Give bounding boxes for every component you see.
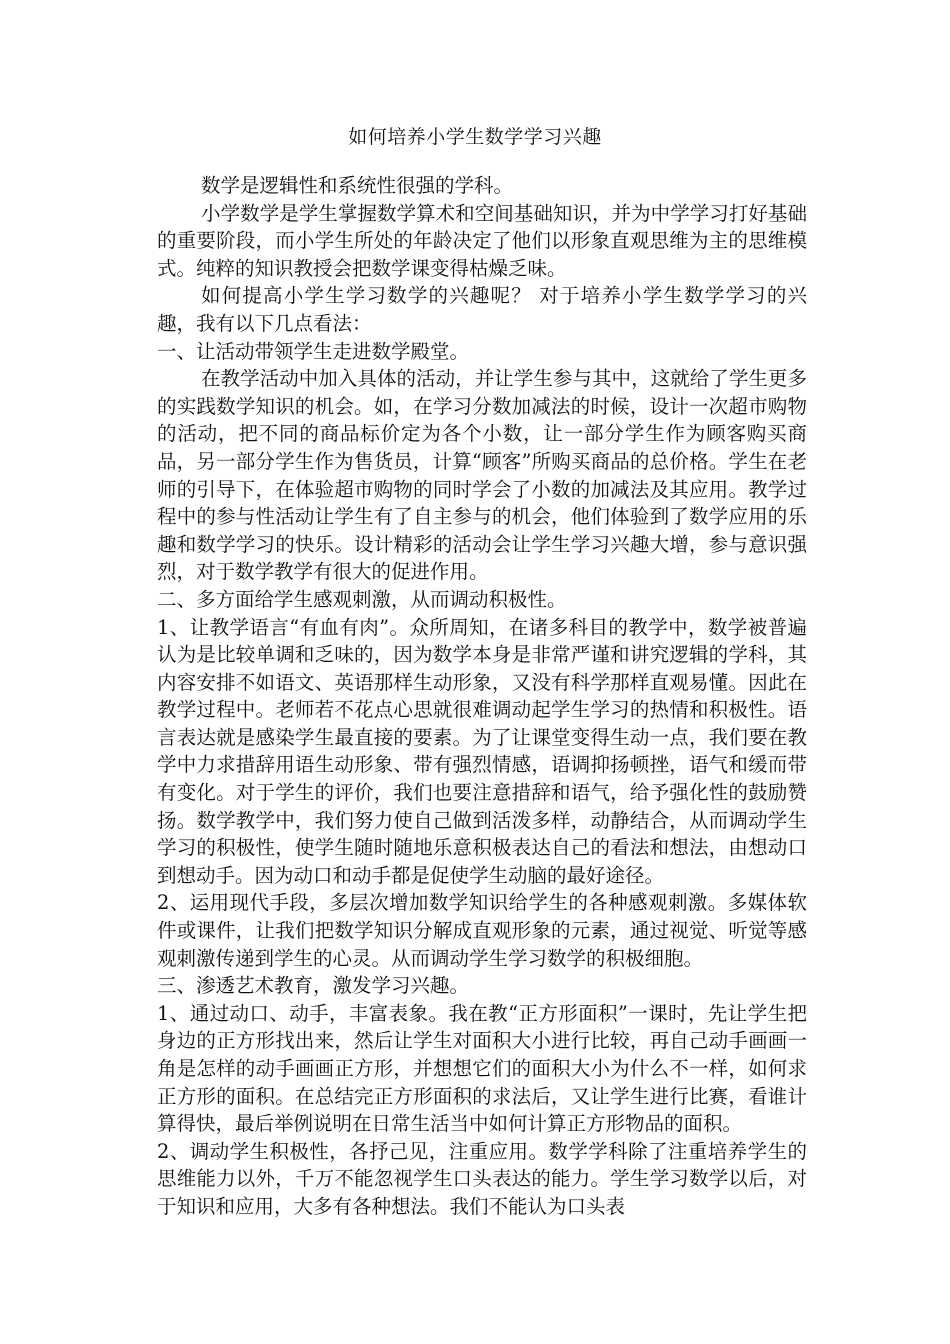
section-heading-1: 一、让活动带领学生走进数学殿堂。	[157, 339, 470, 363]
section-2-point-2: 2、运用现代手段，多层次增加数学知识给学生的各种感观刺激。多媒体软件或课件，让我们把数学知识分解成直观形象的元素，通过视觉、听觉等感观刺激传递到学生的心灵。从而调动学生学习数学的积极细胞。	[157, 891, 807, 970]
document-title: 如何培养小学生数学学习兴趣	[348, 126, 602, 148]
section-3-point-1: 1、通过动口、动手，丰富表象。我在教“正方形面积”一课时，先让学生把身边的正方形找出来，然后让学生对面积大小进行比较，再自己动手画画一角是怎样的动手画画正方形，并想想它们的面积大小为什么不一样，如何求正方形的面积。在总结完正方形面积的求法后，又让学生进行比赛，看谁计算得快，最后举例说明在日常生活当中如何计算正方形物品的面积。	[157, 1001, 807, 1136]
section-3-point-2: 2、调动学生积极性，各抒己见，注重应用。数学学科除了注重培养学生的思维能力以外，千万不能忽视学生口头表达的能力。学生学习数学以后，对于知识和应用，大多有各种想法。我们不能认为口头表	[157, 1139, 807, 1218]
document-body	[157, 172, 807, 1221]
section-1-paragraph: 在教学活动中加入具体的活动，并让学生参与其中，这就给了学生更多的实践数学知识的机会。如，在学习分数加减法的时候，设计一次超市购物的活动，把不同的商品标价定为各个小数，让一部分学生作为顾客购买商品，另一部分学生作为售货员，计算“顾客”所购买商品的总价格。学生在老师的引导下，在体验超市购物的同时学会了小数的加减法及其应用。教学过程中的参与性活动让学生有了自主参与的机会，他们体验到了数学应用的乐趣和数学学习的快乐。设计精彩的活动会让学生学习兴趣大增，参与意识强烈，对于数学教学有很大的促进作用。	[157, 367, 807, 584]
section-heading-2: 二、多方面给学生感观刺激，从而调动积极性。	[157, 587, 567, 611]
section-2-point-1: 1、让教学语言“有血有肉”。众所周知，在诸多科目的教学中，数学被普遍认为是比较单调和乏味的，因为数学本身是非常严谨和讲究逻辑的学科，其内容安排不如语文、英语那样生动形象，又没有科学那样直观易懂。因此在教学过程中。老师若不花点心思就很难调动起学生学习的热情和积极性。语言表达就是感染学生最直接的要素。为了让课堂变得生动一点，我们要在教学中力求措辞用语生动形象、带有强烈情感，语调抑扬顿挫，语气和缓而带有变化。对于学生的评价，我们也要注意措辞和语气，给予强化性的鼓励赞扬。数学教学中，我们努力使自己做到活泼多样，动静结合，从而调动学生学习的积极性，使学生随时随地乐意积极表达自己的看法和想法，由想动口到想动手。因为动口和动手都是促使学生动脑的最好途径。	[157, 615, 807, 887]
section-heading-3: 三、渗透艺术教育，激发学习兴趣。	[157, 974, 470, 998]
intro-paragraph: 数学是逻辑性和系统性很强的学科。	[201, 174, 514, 197]
background-paragraph: 小学数学是学生掌握数学算术和空间基础知识，并为中学学习打好基础的重要阶段，而小学生所处的年龄决定了他们以形象直观思维为主的思维模式。纯粹的知识教授会把数学课变得枯燥乏味。	[157, 201, 807, 280]
question-paragraph: 如何提高小学生学习数学的兴趣呢？ 对于培养小学生数学学习的兴趣，我有以下几点看法：	[157, 284, 807, 335]
